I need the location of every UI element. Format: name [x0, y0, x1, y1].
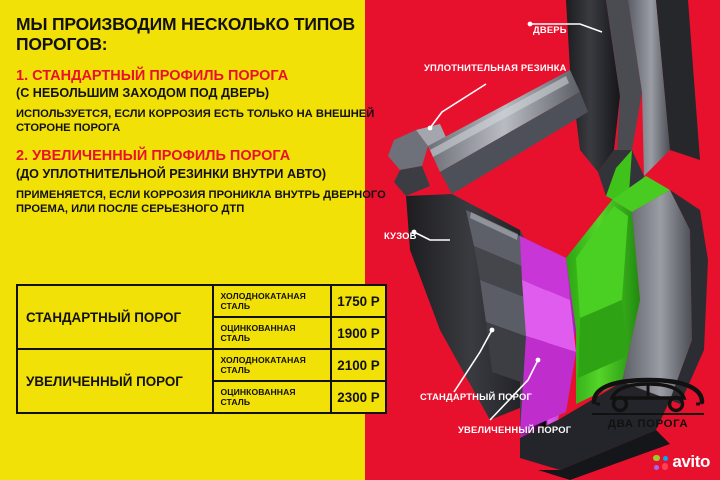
car-icon — [586, 368, 710, 416]
price-increased-galvanized: 2300 Р — [331, 381, 386, 413]
material-increased-cold-rolled: ХОЛОДНОКАТАНАЯ СТАЛЬ — [213, 349, 331, 381]
row-name-increased: УВЕЛИЧЕННЫЙ ПОРОГ — [17, 349, 213, 413]
material-standard-galvanized: ОЦИНКОВАННАЯ СТАЛЬ — [213, 317, 331, 349]
avito-wordmark: avito — [672, 452, 710, 471]
sill-type-1-title: 1. СТАНДАРТНЫЙ ПРОФИЛЬ ПОРОГА — [16, 67, 289, 84]
price-table — [16, 284, 387, 414]
callout-body: КУЗОВ — [384, 230, 417, 241]
row-name-standard: СТАНДАРТНЫЙ ПОРОГ — [17, 285, 213, 349]
callout-standard-sill: СТАНДАРТНЫЙ ПОРОГ — [420, 391, 532, 402]
page-title: МЫ ПРОИЗВОДИМ НЕСКОЛЬКО ТИПОВ ПОРОГОВ: — [16, 14, 355, 55]
sill-type-2-subtitle: (ДО УПЛОТНИТЕЛЬНОЙ РЕЗИНКИ ВНУТРИ АВТО) — [16, 167, 327, 182]
callout-seal-text: УПЛОТНИТЕЛЬНАЯ РЕЗИНКА — [424, 62, 567, 73]
material-standard-cold-rolled: ХОЛОДНОКАТАНАЯ СТАЛЬ — [213, 285, 331, 317]
callout-seal — [424, 62, 567, 73]
callout-door: ДВЕРЬ — [533, 24, 567, 35]
price-standard-galvanized: 1900 Р — [331, 317, 386, 349]
table-row — [17, 349, 386, 381]
material-increased-galvanized: ОЦИНКОВАННАЯ СТАЛЬ — [213, 381, 331, 413]
logo-text: ДВА ПОРОГА — [607, 418, 689, 430]
sill-type-2 — [16, 148, 388, 216]
logo — [586, 368, 710, 442]
sill-type-1 — [16, 68, 388, 136]
sill-type-1-note: ИСПОЛЬЗУЕТСЯ, ЕСЛИ КОРРОЗИЯ ЕСТЬ ТОЛЬКО НА ВНЕШНЕЙ СТОРОНЕ ПОРОГА — [16, 108, 375, 134]
avito-logo-icon — [653, 455, 668, 470]
sill-type-2-note: ПРИМЕНЯЕТСЯ, ЕСЛИ КОРРОЗИЯ ПРОНИКЛА ВНУТРЬ ДВЕРНОГО ПРОЕМА, ИЛИ ПОСЛЕ СЕРЬЕЗНОГО ДТП — [16, 188, 386, 215]
avito-watermark — [653, 452, 710, 472]
price-standard-cold-rolled: 1750 Р — [331, 285, 386, 317]
price-increased-cold-rolled: 2100 Р — [331, 349, 386, 381]
logo-divider — [592, 413, 704, 415]
sill-type-1-subtitle: (С НЕБОЛЬШИМ ЗАХОДОМ ПОД ДВЕРЬ) — [16, 86, 270, 101]
callout-increased-sill: УВЕЛИЧЕННЫЙ ПОРОГ — [458, 424, 572, 435]
table-row — [17, 285, 386, 317]
sill-type-2-title: 2. УВЕЛИЧЕННЫЙ ПРОФИЛЬ ПОРОГА — [16, 148, 291, 165]
